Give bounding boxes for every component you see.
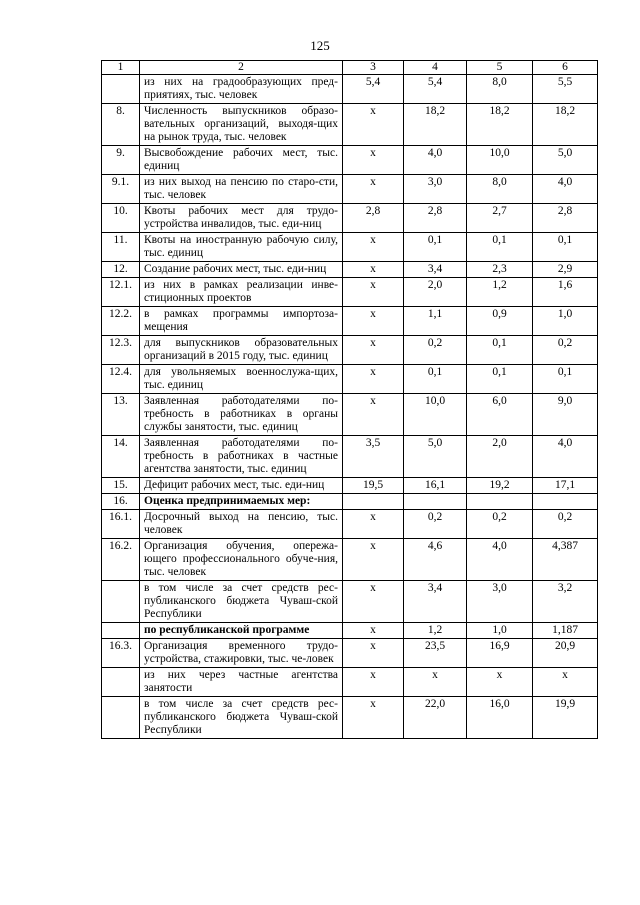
value-col5	[467, 494, 533, 510]
value-col5: х	[467, 668, 533, 697]
value-col6: 0,1	[533, 233, 598, 262]
value-col6	[533, 494, 598, 510]
value-col5: 1,0	[467, 623, 533, 639]
row-number: 12.	[102, 262, 140, 278]
row-description: по республиканской программе	[140, 623, 343, 639]
value-col5: 16,0	[467, 697, 533, 739]
value-col3: х	[343, 175, 404, 204]
value-col4: 22,0	[404, 697, 467, 739]
value-col4	[404, 494, 467, 510]
value-col4: 2,0	[404, 278, 467, 307]
row-number: 10.	[102, 204, 140, 233]
value-col4: 0,2	[404, 336, 467, 365]
value-col5: 19,2	[467, 478, 533, 494]
table-row	[102, 278, 598, 307]
value-col5: 8,0	[467, 75, 533, 104]
value-col4: 18,2	[404, 104, 467, 146]
value-col5: 2,0	[467, 436, 533, 478]
value-col4: 0,1	[404, 365, 467, 394]
row-number: 12.2.	[102, 307, 140, 336]
value-col4: 1,2	[404, 623, 467, 639]
value-col3: х	[343, 539, 404, 581]
value-col6: 1,6	[533, 278, 598, 307]
column-header: 6	[533, 61, 598, 75]
table-row	[102, 262, 598, 278]
value-col6: 18,2	[533, 104, 598, 146]
value-col6: 5,0	[533, 146, 598, 175]
value-col3: х	[343, 639, 404, 668]
value-col4: 2,8	[404, 204, 467, 233]
value-col6: 2,8	[533, 204, 598, 233]
value-col4: 3,4	[404, 262, 467, 278]
table-row	[102, 394, 598, 436]
value-col6: 1,0	[533, 307, 598, 336]
value-col5: 2,7	[467, 204, 533, 233]
value-col6: 0,2	[533, 510, 598, 539]
row-number: 8.	[102, 104, 140, 146]
value-col3: 19,5	[343, 478, 404, 494]
row-description: Досрочный выход на пенсию, тыс. человек	[140, 510, 343, 539]
value-col3: 5,4	[343, 75, 404, 104]
value-col3: х	[343, 307, 404, 336]
row-description: Заявленная работодателями по-требность в работниках в частные агентства занятости, тыс. единиц	[140, 436, 343, 478]
value-col3: 2,8	[343, 204, 404, 233]
value-col6: 9,0	[533, 394, 598, 436]
value-col4: 5,4	[404, 75, 467, 104]
value-col6: 4,0	[533, 175, 598, 204]
value-col6: 20,9	[533, 639, 598, 668]
value-col3: х	[343, 394, 404, 436]
row-description: Организация обучения, опережа-ющего профессионального обуче-ния, тыс. человек	[140, 539, 343, 581]
value-col3: х	[343, 581, 404, 623]
value-col6: 5,5	[533, 75, 598, 104]
row-description: в том числе за счет средств рес-публиканского бюджета Чуваш-ской Республики	[140, 581, 343, 623]
column-number-row	[102, 61, 598, 75]
value-col6: 4,0	[533, 436, 598, 478]
table-row	[102, 175, 598, 204]
value-col4: 3,0	[404, 175, 467, 204]
column-header: 2	[140, 61, 343, 75]
table-row	[102, 668, 598, 697]
table-row	[102, 697, 598, 739]
value-col5: 3,0	[467, 581, 533, 623]
value-col4: 4,6	[404, 539, 467, 581]
value-col6: 0,1	[533, 365, 598, 394]
row-number: 9.1.	[102, 175, 140, 204]
row-description: Квоты рабочих мест для трудо-устройства инвалидов, тыс. еди-ниц	[140, 204, 343, 233]
table-row	[102, 146, 598, 175]
value-col3: х	[343, 697, 404, 739]
table-row	[102, 336, 598, 365]
value-col5: 2,3	[467, 262, 533, 278]
value-col5: 4,0	[467, 539, 533, 581]
value-col3: х	[343, 262, 404, 278]
row-number: 9.	[102, 146, 140, 175]
data-table	[101, 60, 598, 739]
row-description: Заявленная работодателями по-требность в работниках в органы службы занятости, тыс. единиц	[140, 394, 343, 436]
column-header: 4	[404, 61, 467, 75]
value-col4: 23,5	[404, 639, 467, 668]
value-col5: 16,9	[467, 639, 533, 668]
row-number: 12.3.	[102, 336, 140, 365]
value-col6: 4,387	[533, 539, 598, 581]
row-description: Создание рабочих мест, тыс. еди-ниц	[140, 262, 343, 278]
row-description: Дефицит рабочих мест, тыс. еди-ниц	[140, 478, 343, 494]
row-description: в том числе за счет средств рес-публиканского бюджета Чуваш-ской Республики	[140, 697, 343, 739]
table-row	[102, 539, 598, 581]
value-col3: х	[343, 623, 404, 639]
page-number: 125	[310, 38, 330, 53]
value-col3	[343, 494, 404, 510]
column-header: 1	[102, 61, 140, 75]
row-number: 16.2.	[102, 539, 140, 581]
value-col4: 3,4	[404, 581, 467, 623]
column-header: 5	[467, 61, 533, 75]
value-col6: х	[533, 668, 598, 697]
row-description: для увольняемых военнослужа-щих, тыс. единиц	[140, 365, 343, 394]
value-col5: 0,9	[467, 307, 533, 336]
value-col6: 19,9	[533, 697, 598, 739]
row-number: 12.1.	[102, 278, 140, 307]
row-number: 16.1.	[102, 510, 140, 539]
value-col5: 0,1	[467, 365, 533, 394]
row-number: 13.	[102, 394, 140, 436]
row-description: Высвобождение рабочих мест, тыс. единиц	[140, 146, 343, 175]
row-number: 16.3.	[102, 639, 140, 668]
value-col5: 0,1	[467, 233, 533, 262]
table-body	[102, 75, 598, 739]
row-number: 14.	[102, 436, 140, 478]
row-description: Организация временного трудо-устройства, стажировки, тыс. че-ловек	[140, 639, 343, 668]
row-description: из них выход на пенсию по старо-сти, тыс. человек	[140, 175, 343, 204]
value-col6: 0,2	[533, 336, 598, 365]
value-col4: х	[404, 668, 467, 697]
value-col3: х	[343, 510, 404, 539]
table-row	[102, 581, 598, 623]
value-col4: 16,1	[404, 478, 467, 494]
value-col6: 2,9	[533, 262, 598, 278]
value-col4: 5,0	[404, 436, 467, 478]
value-col5: 18,2	[467, 104, 533, 146]
value-col3: х	[343, 146, 404, 175]
column-header: 3	[343, 61, 404, 75]
value-col5: 6,0	[467, 394, 533, 436]
value-col4: 4,0	[404, 146, 467, 175]
value-col5: 8,0	[467, 175, 533, 204]
table-row	[102, 307, 598, 336]
table-row	[102, 365, 598, 394]
table-row	[102, 639, 598, 668]
row-number	[102, 697, 140, 739]
row-number: 12.4.	[102, 365, 140, 394]
row-number: 16.	[102, 494, 140, 510]
value-col6: 3,2	[533, 581, 598, 623]
value-col5: 10,0	[467, 146, 533, 175]
value-col3: х	[343, 278, 404, 307]
row-number: 11.	[102, 233, 140, 262]
value-col6: 1,187	[533, 623, 598, 639]
row-description: в рамках программы импортоза-мещения	[140, 307, 343, 336]
value-col3: х	[343, 104, 404, 146]
table-row	[102, 204, 598, 233]
value-col4: 0,2	[404, 510, 467, 539]
table-row	[102, 104, 598, 146]
row-description: для выпускников образовательных организаций в 2015 году, тыс. единиц	[140, 336, 343, 365]
value-col3: х	[343, 365, 404, 394]
row-description: из них на градообразующих пред-приятиях, тыс. человек	[140, 75, 343, 104]
value-col4: 10,0	[404, 394, 467, 436]
value-col5: 1,2	[467, 278, 533, 307]
table-row	[102, 510, 598, 539]
row-description: Квоты на иностранную рабочую силу, тыс. единиц	[140, 233, 343, 262]
row-number	[102, 668, 140, 697]
table-row	[102, 233, 598, 262]
row-number	[102, 75, 140, 104]
table-row	[102, 478, 598, 494]
row-description: Численность выпускников образо-вательных организаций, выходя-щих на рынок труда, тыс. человек	[140, 104, 343, 146]
value-col6: 17,1	[533, 478, 598, 494]
value-col4: 1,1	[404, 307, 467, 336]
row-description: из них через частные агентства занятости	[140, 668, 343, 697]
table-row	[102, 494, 598, 510]
row-number	[102, 581, 140, 623]
row-number	[102, 623, 140, 639]
value-col3: 3,5	[343, 436, 404, 478]
table-row	[102, 436, 598, 478]
value-col3: х	[343, 336, 404, 365]
value-col5: 0,1	[467, 336, 533, 365]
row-number: 15.	[102, 478, 140, 494]
value-col5: 0,2	[467, 510, 533, 539]
table-row	[102, 623, 598, 639]
row-description: Оценка предпринимаемых мер:	[140, 494, 343, 510]
table-row	[102, 75, 598, 104]
value-col4: 0,1	[404, 233, 467, 262]
value-col3: х	[343, 668, 404, 697]
row-description: из них в рамках реализации инве-стиционных проектов	[140, 278, 343, 307]
value-col3: х	[343, 233, 404, 262]
